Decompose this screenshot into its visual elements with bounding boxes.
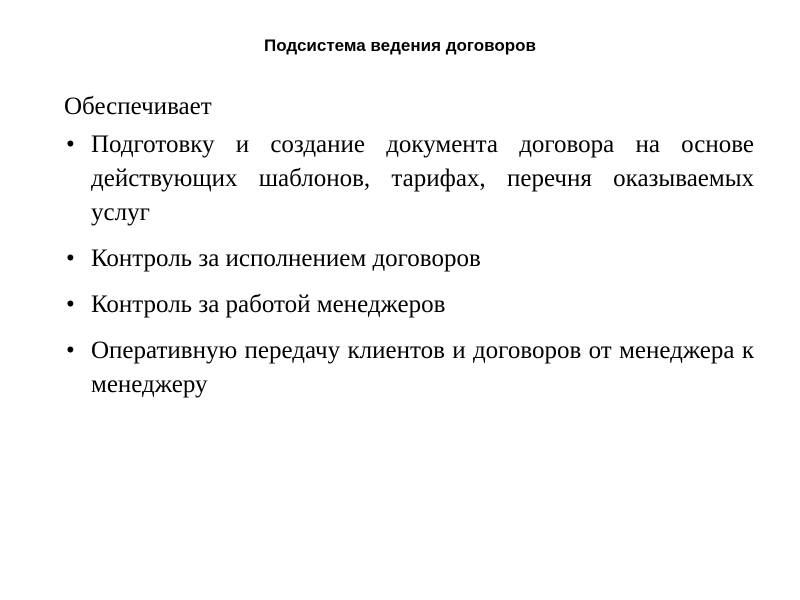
bullet-marker: • (66, 291, 75, 318)
bullet-text: Подготовку и создание документа договора на основе действующих шаблонов, тарифах, перечня оказываемых услуг (91, 131, 754, 226)
slide-content (64, 90, 754, 414)
bullet-text: Контроль за исполнением договоров (91, 245, 481, 272)
bullet-text: Оперативную передачу клиентов и договоров от менеджера к менеджеру (91, 337, 754, 398)
bullet-text: Контроль за работой менеджеров (91, 291, 446, 318)
bullet-list (64, 128, 754, 402)
bullet-marker: • (66, 337, 75, 364)
bullet-item (64, 242, 754, 276)
bullet-marker: • (66, 245, 75, 272)
intro-text: Обеспечивает (64, 93, 212, 120)
bullet-item (64, 334, 754, 402)
bullet-item (64, 128, 754, 230)
slide-title: Подсистема ведения договоров (264, 36, 536, 55)
bullet-marker: • (66, 131, 75, 158)
bullet-item (64, 288, 754, 322)
